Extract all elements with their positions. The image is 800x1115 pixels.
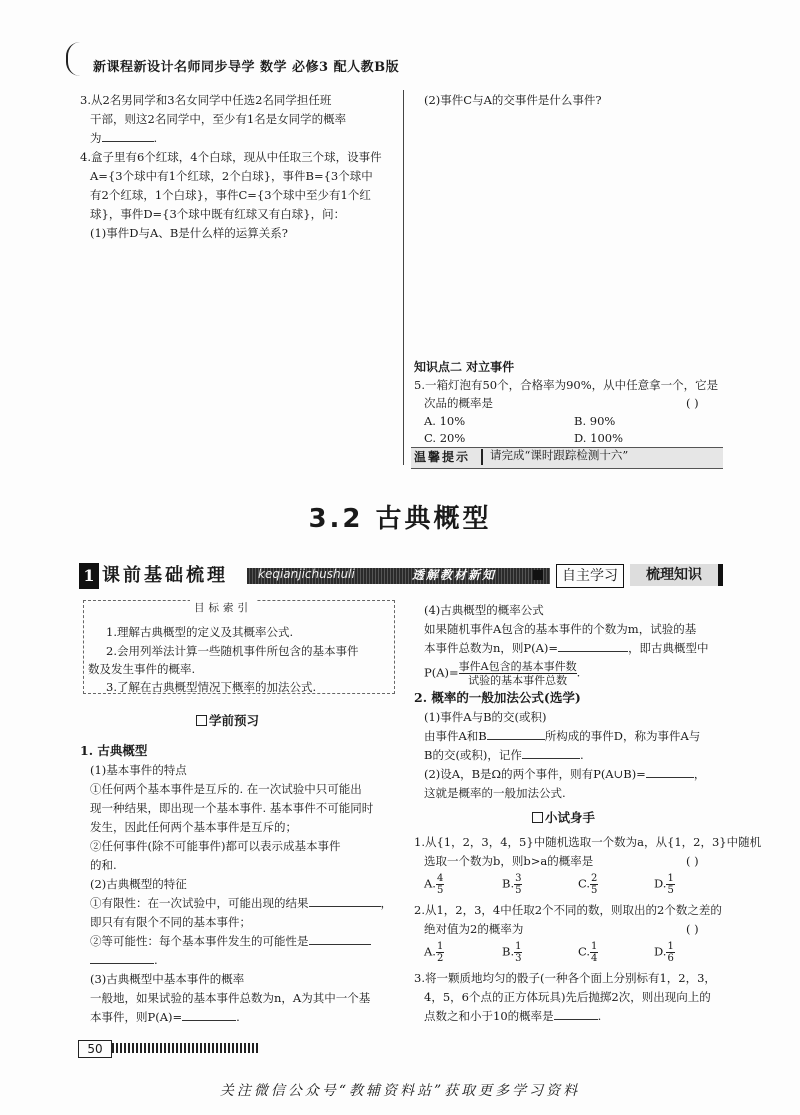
formula-heading: (4)古典概型的概率公式 xyxy=(424,603,544,617)
preview-heading: 学前预习 xyxy=(196,711,259,729)
section-title: 3.2 古典概型 xyxy=(308,504,492,534)
answer-blank[interactable] xyxy=(487,727,545,740)
tip-label: 温馨提示 xyxy=(414,450,471,464)
try-1-option-a[interactable]: A. $\frac{4}{5}$ xyxy=(424,873,444,896)
preview-p3b: 本事件，则P(A)= . xyxy=(90,1010,240,1024)
try-3-line-2: 4，5，6个点的正方体玩具)先后抛掷2次，则出现向上的 xyxy=(424,990,711,1004)
page-number: 50 xyxy=(78,1040,112,1058)
goal-2-cont: 数及发生事件的概率. xyxy=(88,662,196,676)
preview-line-2: ①任何两个基本事件是互斥的. 在一次试验中只可能出 xyxy=(90,782,362,796)
banner-self-study: 自主学习 xyxy=(556,564,624,588)
option-a[interactable]: A. 10% xyxy=(424,414,466,428)
classical-model-heading: 1. 古典概型 xyxy=(80,743,148,758)
answer-blank[interactable] xyxy=(522,746,580,759)
try-2-option-d[interactable]: D. $\frac{1}{6}$ xyxy=(654,941,674,964)
formula-line-3: P(A)= $\frac{\text{事件A包含的基本事件数}}{\text{试验的基本事件总数}}$ . xyxy=(424,660,581,687)
try-2-line-1: 2.从1，2，3，4中任取2个不同的数，则取出的2个数之差的 xyxy=(414,903,722,917)
preview-line-5: ②任何事件(除不可能事件)都可以表示成基本事件 xyxy=(90,839,341,853)
question-3-line-1: 3.从2名男同学和3名女同学中任选2名同学担任班 xyxy=(80,93,332,107)
question-4-sub-2: (2)事件C与A的交事件是什么事件? xyxy=(424,93,602,107)
answer-paren: ( ) xyxy=(686,396,699,410)
question-5-line-2: 次品的概率是 xyxy=(424,396,493,410)
feature-finite-cont: 即只有有限个不同的基本事件； xyxy=(90,915,251,929)
banner-pinyin: keqianjichushuli xyxy=(258,567,355,581)
tip-separator xyxy=(481,449,483,465)
try-1-paren: ( ) xyxy=(686,854,699,868)
answer-blank[interactable] xyxy=(90,951,154,964)
try-1-option-d[interactable]: D. $\frac{1}{5}$ xyxy=(654,873,674,896)
try-2-option-a[interactable]: A. $\frac{1}{2}$ xyxy=(424,941,444,964)
formula-line-2: 本事件总数为n，则P(A)= ，即古典概型中 xyxy=(424,641,709,655)
addition-line-3: B的交(或积)，记作 . xyxy=(424,748,584,762)
answer-blank[interactable] xyxy=(102,129,154,142)
feature-equal: ②等可能性：每个基本事件发生的可能性是 xyxy=(90,931,371,951)
option-b[interactable]: B. 90% xyxy=(574,414,616,428)
formula-fraction: $\frac{\text{事件A包含的基本事件数}}{\text{试验的基本事件总数}}$ xyxy=(458,660,577,687)
header-brace xyxy=(66,42,82,76)
option-c[interactable]: C. 20% xyxy=(424,431,466,445)
question-3-line-2: 干部，则这2名同学中，至少有1名是女同学的概率 xyxy=(90,112,347,126)
knowledge-point-2-title: 知识点二 对立事件 xyxy=(414,360,515,374)
goal-3: 3.了解在古典概型情况下概率的加法公式. xyxy=(106,680,317,694)
banner-title: 课前基础梳理 xyxy=(102,565,228,586)
try-2-option-b[interactable]: B. $\frac{1}{3}$ xyxy=(502,941,522,964)
try-heading: 小试身手 xyxy=(532,808,595,826)
question-3-line-3: 为 . xyxy=(90,131,158,145)
formula-line-1: 如果随机事件A包含的基本事件的个数为m，试验的基 xyxy=(424,622,697,636)
addition-line-4: (2)设A，B是Ω的两个事件，则有P(A∪B)= ， xyxy=(424,767,706,781)
answer-blank[interactable] xyxy=(309,894,381,907)
question-4-sub-1: (1)事件D与A、B是什么样的运算关系? xyxy=(90,226,288,240)
try-1-line-2: 选取一个数为b，则b>a的概率是 xyxy=(424,854,594,868)
try-3-line-1: 3.将一颗质地均匀的骰子(一种各个面上分别标有1，2，3， xyxy=(414,971,716,985)
addition-formula-heading: 2. 概率的一般加法公式(选学) xyxy=(414,690,581,705)
question-4-line-2: A={3个球中有1个红球，2个白球}，事件B={3个球中 xyxy=(90,169,373,183)
answer-blank[interactable] xyxy=(554,1007,598,1020)
try-icon xyxy=(532,812,543,823)
try-1-line-1: 1.从{1，2，3，4，5}中随机选取一个数为a，从{1，2，3}中随机 xyxy=(414,835,762,849)
column-divider xyxy=(403,90,404,465)
answer-blank[interactable] xyxy=(182,1008,236,1021)
banner-tag: 透解教材新知 xyxy=(412,568,497,582)
try-1-option-b[interactable]: B. $\frac{3}{5}$ xyxy=(502,873,522,896)
answer-blank[interactable] xyxy=(646,765,694,778)
question-4-line-4: 球}，事件D={3个球中既有红球又有白球}，问： xyxy=(90,207,346,221)
addition-line-2: 由事件A和B 所构成的事件D，称为事件A与 xyxy=(424,729,701,743)
feature-finite: ①有限性：在一次试验中，可能出现的结果 ， xyxy=(90,896,392,910)
preview-line-6: 的和. xyxy=(90,858,117,872)
preview-line-4: 发生，因此任何两个基本事件是互斥的； xyxy=(90,820,297,834)
page-number-stripe xyxy=(112,1043,260,1053)
goals-title: 目标索引 xyxy=(190,600,256,615)
tip-text: 请完成“课时跟踪检测十六” xyxy=(490,448,629,462)
preview-p3: (3)古典概型中基本事件的概率 xyxy=(90,972,245,986)
try-2-line-2: 绝对值为2的概率为 xyxy=(424,922,524,936)
preview-p3a: 一般地，如果试验的基本事件总数为n，A为其中一个基 xyxy=(90,991,371,1005)
answer-blank[interactable] xyxy=(309,932,371,945)
preview-line-1: (1)基本事件的特点 xyxy=(90,763,187,777)
question-4-line-1: 4.盒子里有6个红球，4个白球，现从中任取三个球，设事件 xyxy=(80,150,382,164)
running-header: 新课程新设计名师同步导学 数学 必修3 配人教B版 xyxy=(93,60,400,75)
option-d[interactable]: D. 100% xyxy=(574,431,623,445)
answer-blank[interactable] xyxy=(558,639,628,652)
preview-icon xyxy=(196,715,207,726)
try-1-option-c[interactable]: C. $\frac{2}{5}$ xyxy=(578,873,598,896)
try-3-line-3: 点数之和小于10的概率是 . xyxy=(424,1009,602,1023)
question-5-line-1: 5.一箱灯泡有50个，合格率为90%，从中任意拿一个，它是 xyxy=(414,378,719,392)
banner-square-icon xyxy=(533,570,543,580)
try-2-option-c[interactable]: C. $\frac{1}{4}$ xyxy=(578,941,598,964)
footer-note: 关注微信公众号“教辅资料站”获取更多学习资料 xyxy=(219,1083,581,1099)
preview-line-7: (2)古典概型的特征 xyxy=(90,877,187,891)
addition-line-5: 这就是概率的一般加法公式. xyxy=(424,786,566,800)
question-4-line-3: 有2个红球，1个白球}，事件C={3个球中至少有1个红 xyxy=(90,188,371,202)
feature-equal-cont: . xyxy=(90,950,158,970)
banner-knowledge: 梳理知识 xyxy=(630,564,723,586)
try-2-paren: ( ) xyxy=(686,922,699,936)
goal-1: 1.理解古典概型的定义及其概率公式. xyxy=(106,625,294,639)
addition-line-1: (1)事件A与B的交(或积) xyxy=(424,710,547,724)
goal-2: 2.会用列举法计算一些随机事件所包含的基本事件 xyxy=(106,644,359,658)
preview-line-3: 现一种结果，即出现一个基本事件. 基本事件不可能同时 xyxy=(90,801,374,815)
banner-number: 1 xyxy=(79,563,99,589)
